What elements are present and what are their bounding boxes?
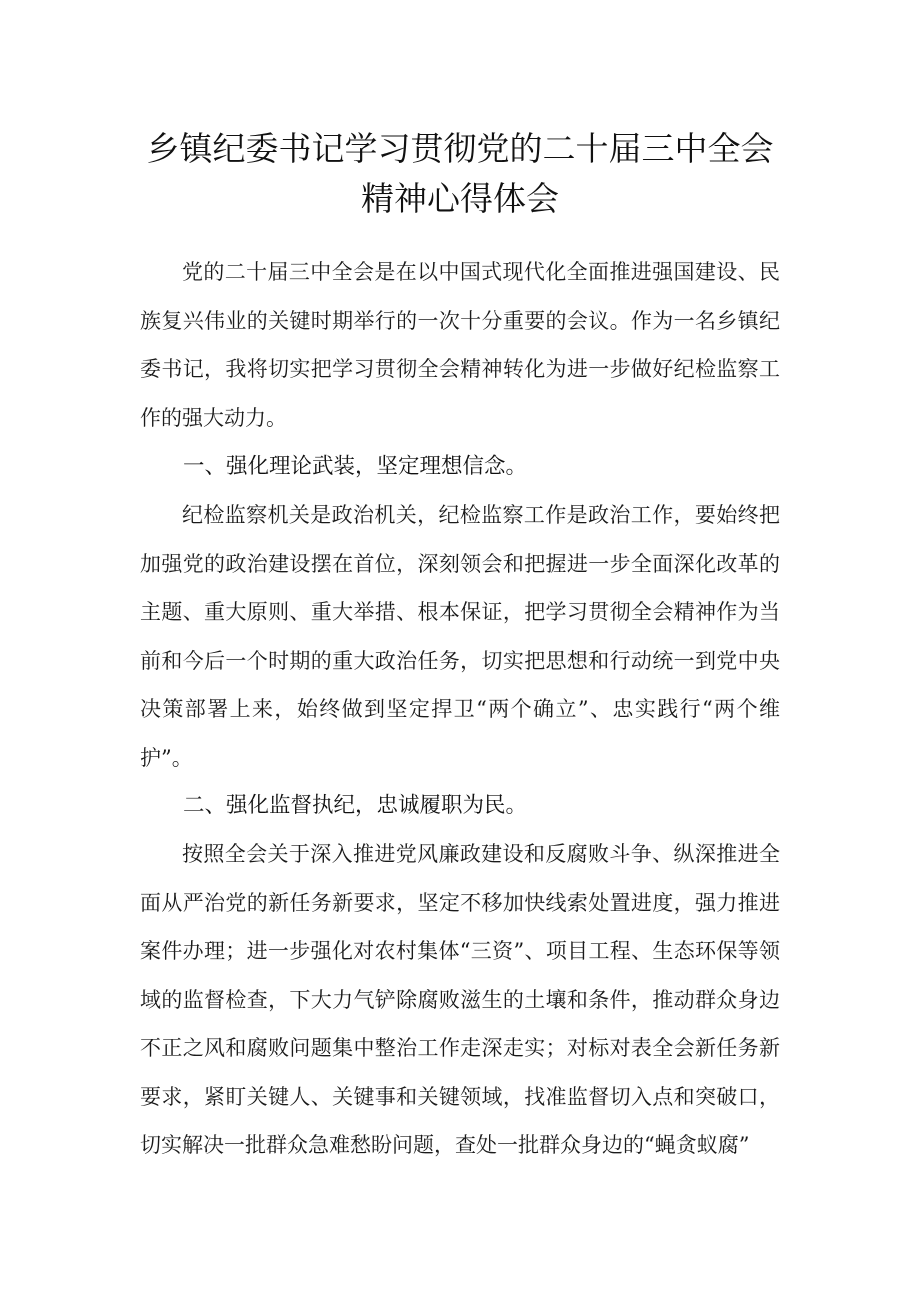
intro-paragraph: 党的二十届三中全会是在以中国式现代化全面推进强国建设、民族复兴伟业的关键时期举行的一次十分重要的会议。作为一名乡镇纪委书记，我将切实把学习贯彻全会精神转化为进一步做好纪检监察工作的强大动力。: [140, 260, 780, 430]
section-2-body: 按照全会关于深入推进党风廉政建设和反腐败斗争、纵深推进全面从严治党的新任务新要求，坚定不移加快线索处置进度，强力推进案件办理；进一步强化对农村集体“三资”、项目工程、生态环保等领域的监督检查，下大力气铲除腐败滋生的土壤和条件，推动群众身边不正之风和腐败问题集中整治工作走深走实；对标对表全会新任务新要求，紧盯关键人、关键事和关键领域，找准监督切入点和突破口，切实解决一批群众急难愁盼问题，查处一批群众身边的“蝇贪蚁腐”: [140, 842, 780, 1157]
section-1-heading: 一、强化理论武装，坚定理想信念。: [183, 454, 528, 479]
section-2-heading: 二、强化监督执纪，忠诚履职为民。: [183, 793, 528, 818]
document-title: 乡镇纪委书记学习贯彻党的二十届三中全会精神心得体会: [146, 129, 774, 218]
section-1-body: 纪检监察机关是政治机关，纪检监察工作是政治工作，要始终把加强党的政治建设摆在首位，深刻领会和把握进一步全面深化改革的主题、重大原则、重大举措、根本保证，把学习贯彻全会精神作为当前和今后一个时期的重大政治任务，切实把思想和行动统一到党中央决策部署上来，始终做到坚定捍卫“两个确立”、忠实践行“两个维护”。: [140, 503, 780, 770]
